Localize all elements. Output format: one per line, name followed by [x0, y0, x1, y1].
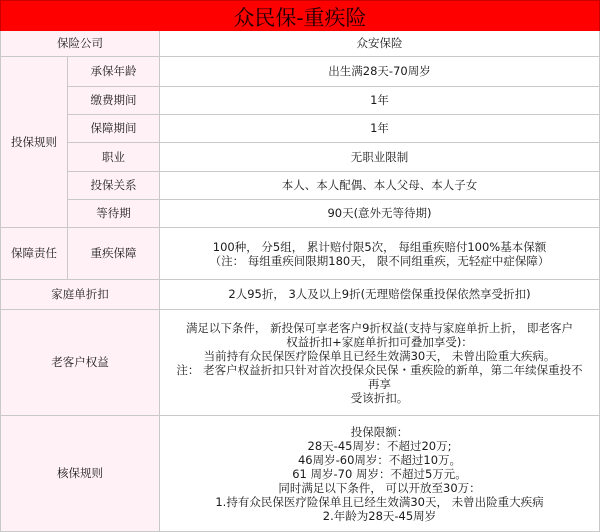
- coverage-value: [160, 228, 600, 280]
- rule-payment-value: 1年: [160, 87, 600, 115]
- rule-occupation-label: 职业: [68, 143, 160, 172]
- family-discount-value: 2人95折， 3人及以上9折(无理赔偿保重投保依然享受折扣): [160, 280, 600, 310]
- old-customer-value: [160, 310, 600, 416]
- rule-waiting-value: 90天(意外无等待期): [160, 200, 600, 228]
- old-customer-line: 当前持有众民保医疗险保单且已经生效满30天， 未曾出险重大疾病。: [203, 348, 556, 363]
- family-discount-label: 家庭单折扣: [0, 280, 160, 310]
- underwriting-line: 28天-45周岁：不超过20万;: [307, 438, 452, 453]
- underwriting-line: 投保限额：: [350, 424, 409, 439]
- old-customer-line: 满足以下条件， 新投保可享老客户9折权益(支持与家庭单折上折， 即老客户: [185, 320, 574, 335]
- rule-waiting-label: 等待期: [68, 200, 160, 228]
- old-customer-label: 老客户权益: [0, 310, 160, 416]
- old-customer-line: 权益折扣+家庭单折扣可叠加享受)：: [286, 334, 473, 349]
- underwriting-line: 同时满足以下条件， 可以开放至30万：: [278, 480, 481, 495]
- underwriting-value: [160, 416, 600, 532]
- old-customer-line: 受该折扣。: [350, 390, 409, 405]
- rule-term-label: 保障期间: [68, 115, 160, 143]
- underwriting-label: 核保规则: [0, 416, 160, 532]
- rule-relation-value: 本人、本人配偶、本人父母、本人子女: [160, 172, 600, 200]
- rule-term-value: 1年: [160, 115, 600, 143]
- coverage-line-1: 100种， 分5组， 累计赔付限5次， 每组重疾赔付100%基本保额: [212, 239, 547, 254]
- underwriting-line: 46周岁-60周岁：不超过10万。: [297, 452, 462, 467]
- underwriting-line: 1.持有众民保医疗险保单且已经生效满30天， 未曾出险重大疾病: [215, 494, 544, 509]
- insurer-value: 众安保险: [160, 31, 600, 57]
- underwriting-line: 61 周岁-70 周岁：不超过5万元。: [292, 466, 467, 481]
- coverage-group-label: 保障责任: [0, 228, 68, 280]
- insurer-label: 保险公司: [0, 31, 160, 57]
- old-customer-line: 注： 老客户权益折扣只针对首次投保众民保・重疾险的新单，第二年续保重投不: [176, 362, 583, 377]
- rule-age-label: 承保年龄: [68, 57, 160, 87]
- rule-relation-label: 投保关系: [68, 172, 160, 200]
- rule-occupation-value: 无职业限制: [160, 143, 600, 172]
- coverage-label: 重疾保障: [68, 228, 160, 280]
- old-customer-line: 再享: [368, 376, 391, 391]
- coverage-line-2: （注： 每组重疾间限期180天， 限不同组重疾，无轻症中症保障）: [209, 253, 550, 268]
- rule-age-value: 出生满28天-70周岁: [160, 57, 600, 87]
- table-title: 众民保-重疾险: [0, 0, 600, 33]
- rule-payment-label: 缴费期间: [68, 87, 160, 115]
- rules-group-label: 投保规则: [0, 57, 68, 228]
- underwriting-line: 2.年龄为28天-45周岁: [322, 508, 437, 523]
